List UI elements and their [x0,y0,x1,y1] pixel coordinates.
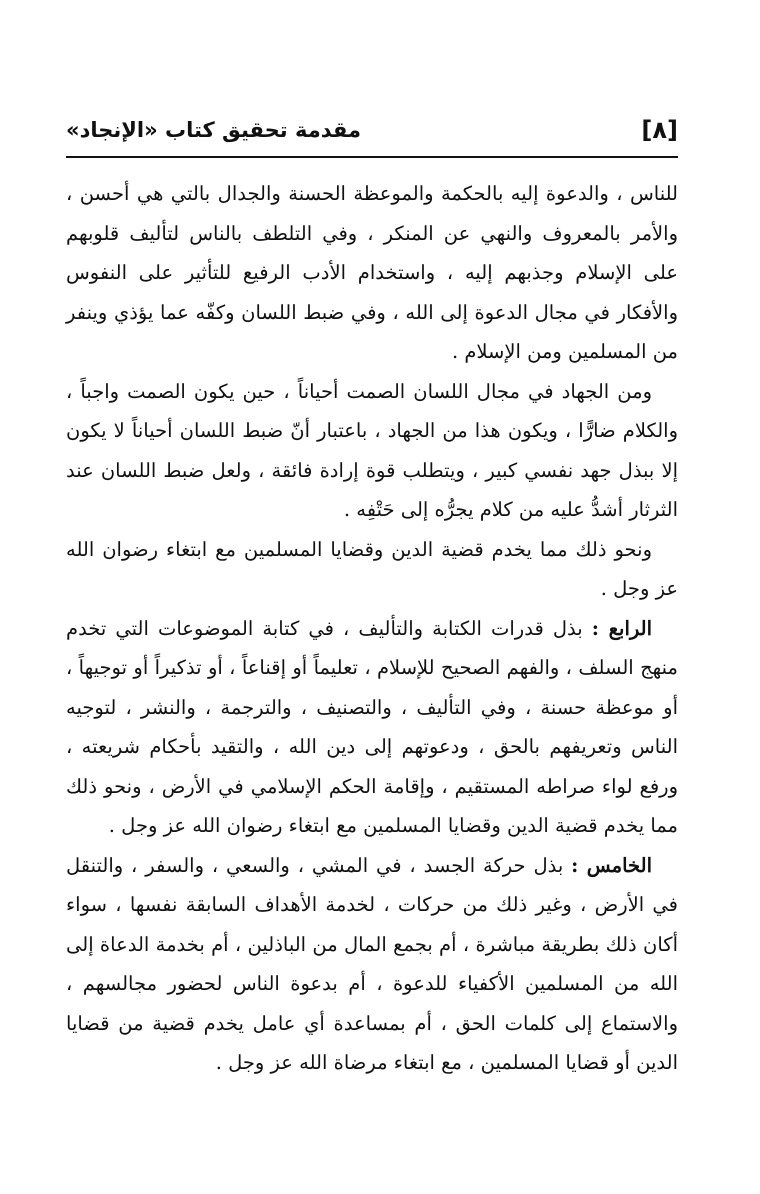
paragraph-lead-fifth: الخامس : [571,853,652,877]
paragraph-text: للناس ، والدعوة إليه بالحكمة والموعظة الحسنة والجدال بالتي هي أحسن ، والأمر بالمعروف والنهي عن المنكر ، وفي التلطف بالناس لتأليف قلوبهم على الإسلام وجذبهم إليه ، واستخدام الأدب الرفيع للتأثير على النفوس والأفكار في مجال الدعوة إلى الله ، وفي ضبط اللسان وكفّه عما يؤذي وينفر من المسلمين ومن الإسلام . [66,182,678,363]
paragraph [66,372,678,530]
page-number: [٨] [641,116,678,144]
paragraph [66,846,678,1083]
paragraph [66,174,678,372]
paragraph [66,530,678,609]
paragraph-text: بذل حركة الجسد ، في المشي ، والسعي ، والسفر ، والتنقل في الأرض ، وغير ذلك من حركات ، لخدمة الأهداف السابقة نفسها ، سواء أكان ذلك بطريقة مباشرة ، أم بجمع المال من الباذلين ، أم بخدمة الدعاة إلى الله من المسلمين الأكفياء للدعوة ، أم بدعوة الناس لحضور مجالسهم ، والاستماع إلى كلمات الحق ، أم بمساعدة أي عامل يخدم قضية من قضايا الدين أو قضايا المسلمين ، مع ابتغاء مرضاة الله عز وجل . [66,853,678,1074]
paragraph-text: ونحو ذلك مما يخدم قضية الدين وقضايا المسلمين مع ابتغاء رضوان الله عز وجل . [66,537,678,600]
paragraph [66,609,678,846]
body-text [66,174,678,1083]
page-header [66,110,678,152]
paragraph-lead-fourth: الرابع : [591,616,652,640]
running-title: مقدمة تحقيق كتاب «الإنجاد» [66,118,361,142]
header-rule [66,156,678,158]
paragraph-text: ومن الجهاد في مجال اللسان الصمت أحياناً ، حين يكون الصمت واجباً ، والكلام ضارًّا ، ويكون هذا من الجهاد ، باعتبار أنّ ضبط اللسان أحياناً لا يكون إلا ببذل جهد نفسي كبير ، ويتطلب قوة إرادة فائقة ، ولعل ضبط اللسان عند الثرثار أشدُّ عليه من كلام يجرُّه إلى حَتْفِه . [66,379,678,521]
paragraph-text: بذل قدرات الكتابة والتأليف ، في كتابة الموضوعات التي تخدم منهج السلف ، والفهم الصحيح للإسلام ، تعليماً أو إقناعاً ، أو تذكيراً أو توجيهاً ، أو موعظة حسنة ، وفي التأليف ، والتصنيف ، والترجمة ، والنشر ، لتوجيه الناس وتعريفهم بالحق ، ودعوتهم إلى دين الله ، والتقيد بأحكام شريعته ، ورفع لواء صراطه المستقيم ، وإقامة الحكم الإسلامي في الأرض ، ونحو ذلك مما يخدم قضية الدين وقضايا المسلمين مع ابتغاء رضوان الله عز وجل . [66,616,678,837]
